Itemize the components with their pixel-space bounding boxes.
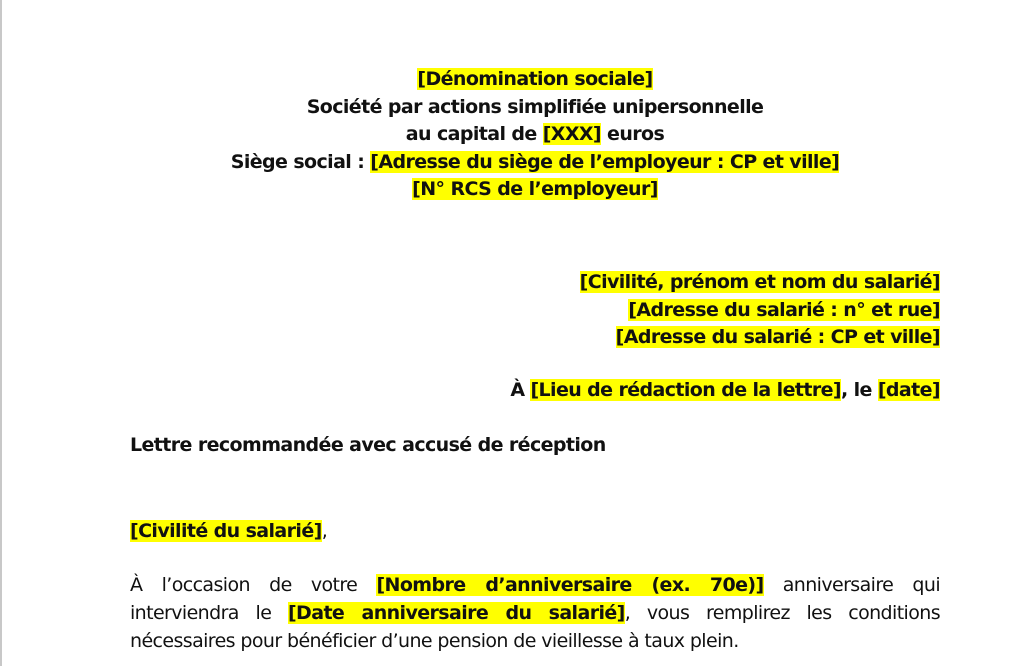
- rcs-placeholder[interactable]: [N° RCS de l’employeur]: [412, 178, 658, 200]
- recipient-city-placeholder[interactable]: [Adresse du salarié : CP et ville]: [615, 326, 940, 348]
- company-header: [130, 66, 940, 204]
- page-edge: [0, 0, 2, 666]
- company-legal-form: Société par actions simplifiée unipersonnelle: [306, 95, 764, 118]
- body-line1-prefix: À l’occasion de votre: [130, 574, 377, 596]
- body-line2-prefix: interviendra le: [130, 602, 288, 624]
- company-rcs-line: [130, 176, 940, 204]
- recipient-name-line: [130, 269, 940, 297]
- date-placeholder[interactable]: [date]: [877, 379, 940, 401]
- recipient-block: [130, 269, 940, 352]
- capital-prefix: au capital de: [405, 123, 543, 145]
- capital-suffix: euros: [601, 123, 665, 145]
- place-date-line: [130, 377, 940, 405]
- recipient-city-line: [130, 324, 940, 352]
- company-name-placeholder[interactable]: [Dénomination sociale]: [417, 68, 653, 90]
- body-paragraph: [130, 571, 940, 655]
- body-line-3: nécessaires pour bénéficier d’une pension de vieillesse à taux plein.: [130, 630, 739, 652]
- salutation-suffix: ,: [321, 520, 328, 542]
- body-line1-suffix: anniversaire qui: [763, 574, 940, 596]
- body-line-1: [130, 571, 940, 599]
- body-line-2: [130, 599, 940, 627]
- company-name-line: [130, 66, 940, 94]
- registered-mail-line: Lettre recommandée avec accusé de réception: [130, 434, 606, 456]
- recipient-street-placeholder[interactable]: [Adresse du salarié : n° et rue]: [628, 298, 940, 321]
- place-date-prefix: À: [510, 379, 531, 401]
- company-capital-line: [130, 121, 940, 149]
- place-date-middle: , le: [840, 379, 878, 401]
- salutation-placeholder[interactable]: [Civilité du salarié]: [130, 520, 322, 542]
- anniversary-date-placeholder[interactable]: [Date anniversaire du salarié]: [287, 602, 625, 624]
- body-line2-suffix: , vous remplirez les conditions: [624, 602, 940, 624]
- company-seat-line: [130, 149, 940, 177]
- salutation-line: [130, 518, 327, 546]
- capital-placeholder[interactable]: [XXX]: [542, 123, 602, 145]
- anniversary-placeholder[interactable]: [Nombre d’anniversaire (ex. 70e)]: [376, 574, 764, 596]
- seat-prefix: Siège social :: [230, 150, 371, 173]
- place-placeholder[interactable]: [Lieu de rédaction de la lettre]: [530, 379, 841, 401]
- recipient-street-line: [130, 297, 940, 325]
- seat-placeholder[interactable]: [Adresse du siège de l’employeur : CP et ville]: [370, 150, 840, 173]
- recipient-name-placeholder[interactable]: [Civilité, prénom et nom du salarié]: [579, 271, 940, 293]
